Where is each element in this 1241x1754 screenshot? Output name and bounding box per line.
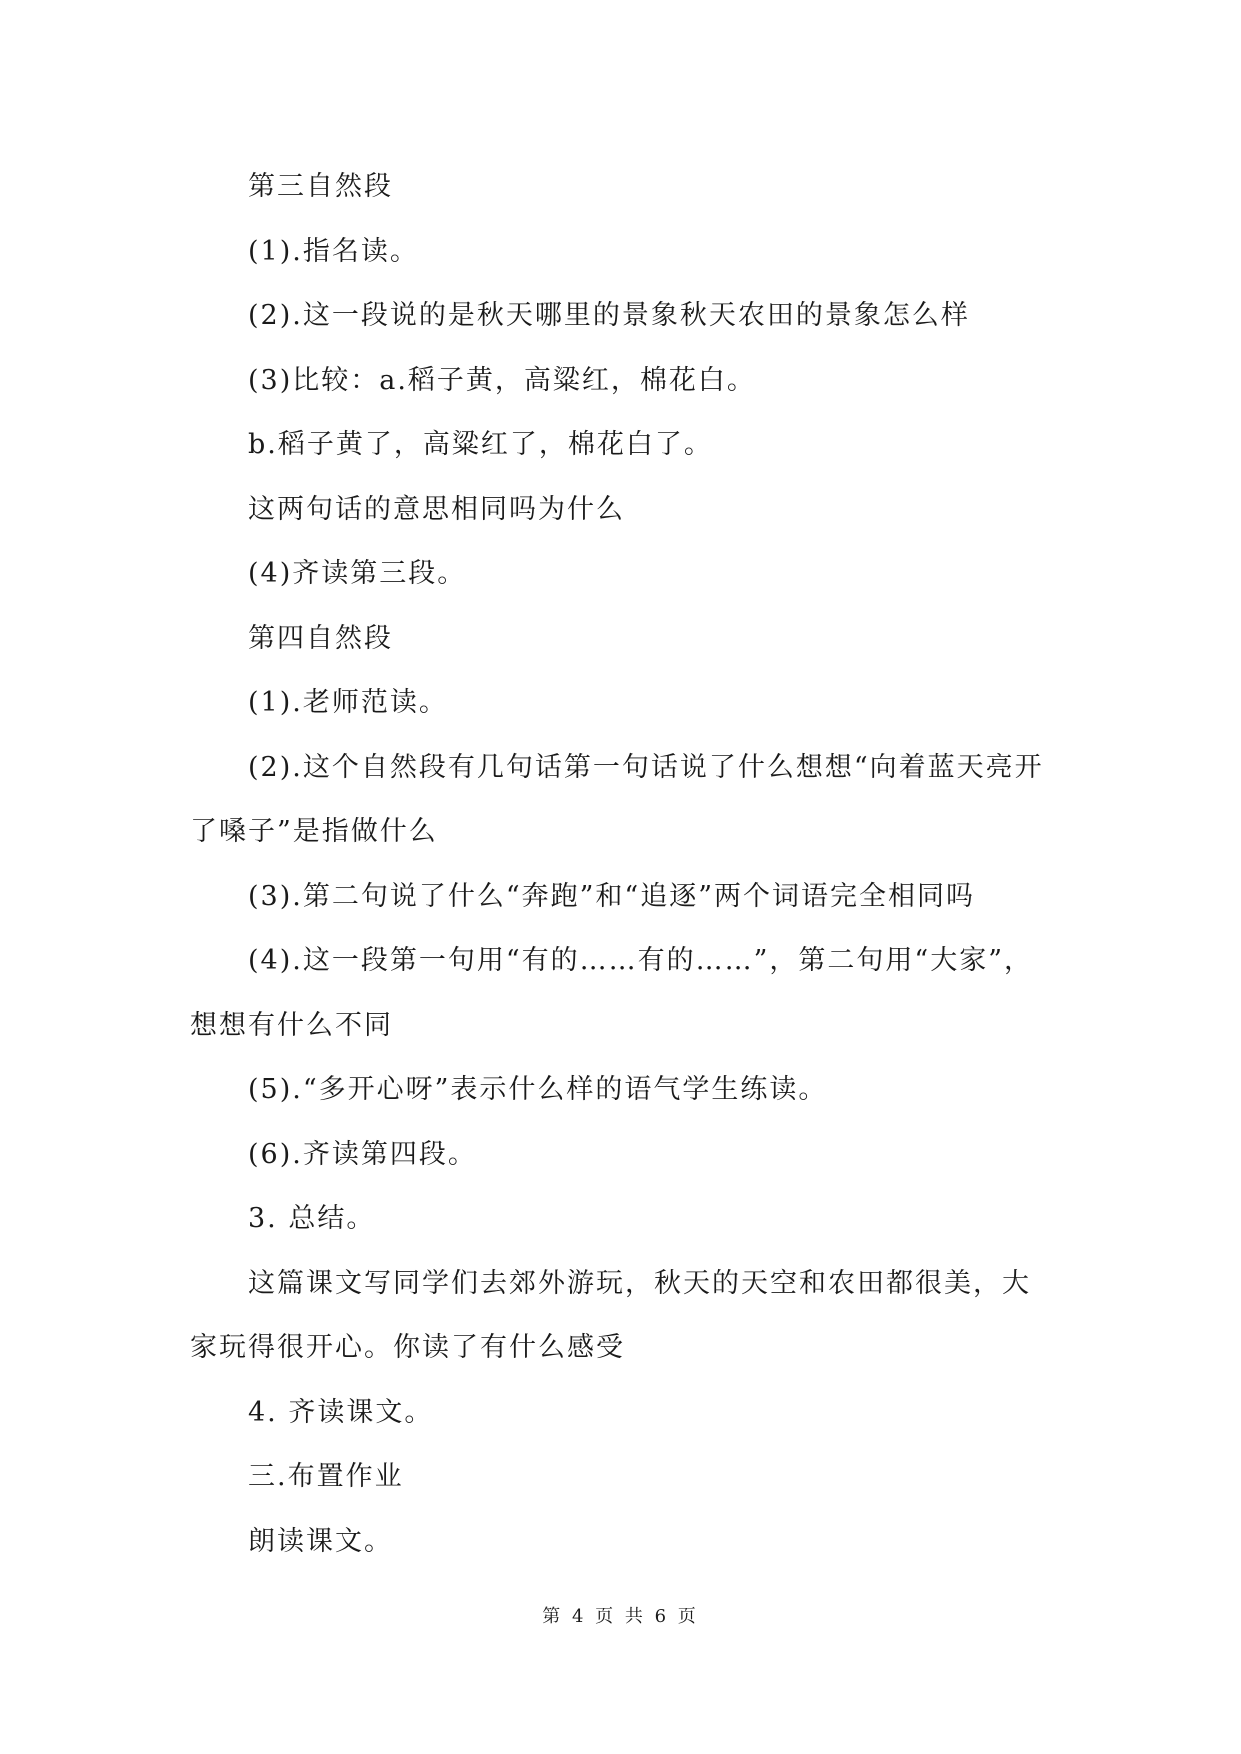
step-2-sentences-question: (2).这个自然段有几句话第一句话说了什么想想“向着蓝天亮开了嗓子”是指做什么 — [190, 751, 1044, 847]
summary-heading: 3. 总结。 — [248, 1203, 376, 1234]
step-3-compare-a: (3)比较：a.稻子黄，高粱红，棉花白。 — [248, 364, 756, 396]
step-1-teacher-reading: (1).老师范读。 — [248, 687, 448, 718]
heading-paragraph-3: 第三自然段 — [248, 171, 393, 202]
compare-question: 这两句话的意思相同吗为什么 — [248, 493, 625, 525]
step-5-tone-reading: (5).“多开心呀”表示什么样的语气学生练读。 — [248, 1074, 828, 1105]
homework-heading: 三.布置作业 — [248, 1461, 404, 1492]
step-3-compare-b: b.稻子黄了，高粱红了，棉花白了。 — [248, 429, 713, 460]
step-3-word-compare: (3).第二句说了什么“奔跑”和“追逐”两个词语完全相同吗 — [248, 880, 976, 912]
step-4-read-together: (4)齐读第三段。 — [248, 558, 467, 589]
step-4-sentence-difference: (4).这一段第一句用“有的……有的……”，第二句用“大家”，想想有什么不同 — [190, 945, 1034, 1041]
document-body — [190, 155, 1058, 1574]
step-6-read-together: (6).齐读第四段。 — [248, 1138, 477, 1170]
summary-text: 这篇课文写同学们去郊外游玩，秋天的天空和农田都很美，大家玩得很开心。你读了有什么感受 — [190, 1267, 1031, 1363]
step-1-name-reading: (1).指名读。 — [248, 235, 419, 267]
homework-item: 朗读课文。 — [248, 1525, 393, 1557]
page-number-footer: 第 4 页 共 6 页 — [542, 1606, 699, 1627]
heading-paragraph-4: 第四自然段 — [248, 622, 393, 654]
read-text-together: 4. 齐读课文。 — [248, 1396, 434, 1428]
step-2-question: (2).这一段说的是秋天哪里的景象秋天农田的景象怎么样 — [248, 300, 970, 331]
